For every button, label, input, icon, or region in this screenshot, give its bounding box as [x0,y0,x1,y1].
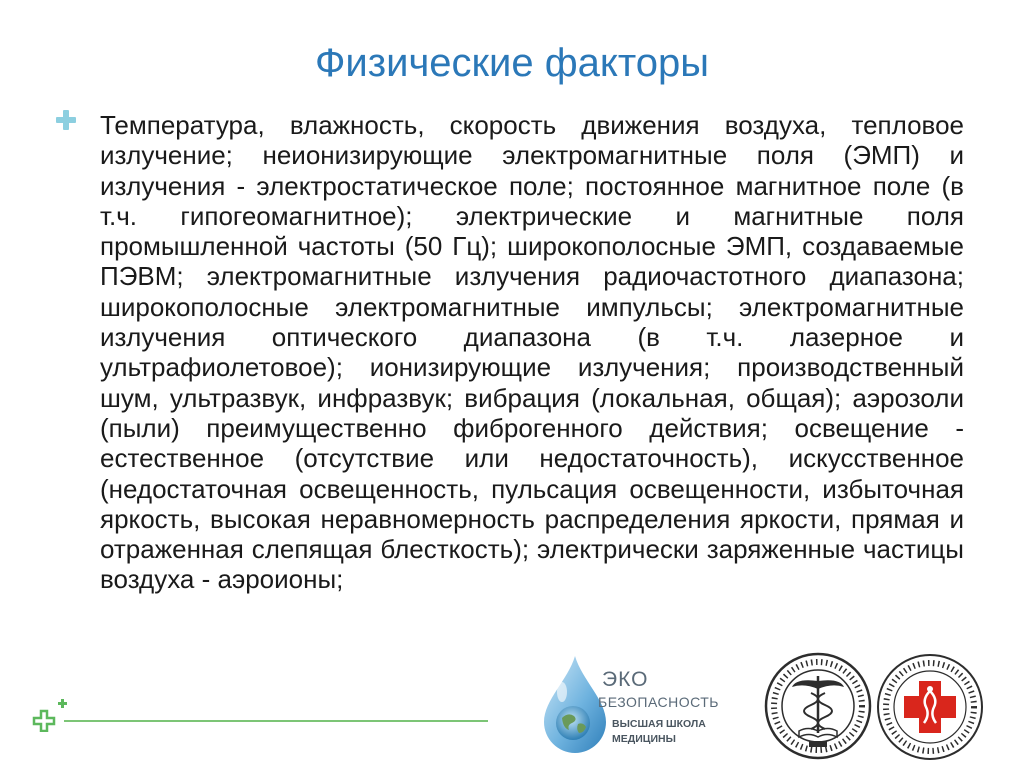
footer-plus-icon [30,698,70,732]
eco-logo-word: ЭКО [602,668,649,691]
eco-logo-word2: БЕЗОПАСНОСТЬ [598,694,719,710]
eco-logo-subtitle-2: МЕДИЦИНЫ [612,733,676,745]
page-title: Физические факторы [315,41,709,85]
eco-safety-logo [540,650,750,762]
caduceus-seal-icon [763,651,873,761]
eco-logo-subtitle-1: ВЫСШАЯ ШКОЛА [612,718,706,730]
red-cross-seal-icon [874,651,986,763]
footer-divider [64,720,488,722]
bullet-plus-icon [55,109,77,131]
bullet-text: Температура, влажность, скорость движения воздуха, тепловое излучение; неионизирующие электромагнитные поля (ЭМП) и излучения - электростатическое поле; постоянное магнитное поле (в т.ч. гипогеомагнитное); электрические и магнитные поля промышленной частоты (50 Гц); широкополосные ЭМП, создаваемые ПЭВМ; электромагнитные излучения радиочастотного диапазона; широкополосные электромагнитные импульсы; электромагнитные излучения оптического диапазона (в т.ч. лазерное и ультрафиолетовое); ионизирующие излучения; производственный шум, ультразвук, инфразвук; вибрация (локальная, общая); аэрозоли (пыли) преимущественно фиброгенного действия; освещение - естественное (отсутствие или недостаточность), искусственное (недостаточная освещенность, пульсация освещенности, избыточная яркость, высокая неравномерность распределения яркости, прямая и отраженная слепящая блесткость); электрически заряженные частицы воздуха - аэроионы; [100,110,964,595]
